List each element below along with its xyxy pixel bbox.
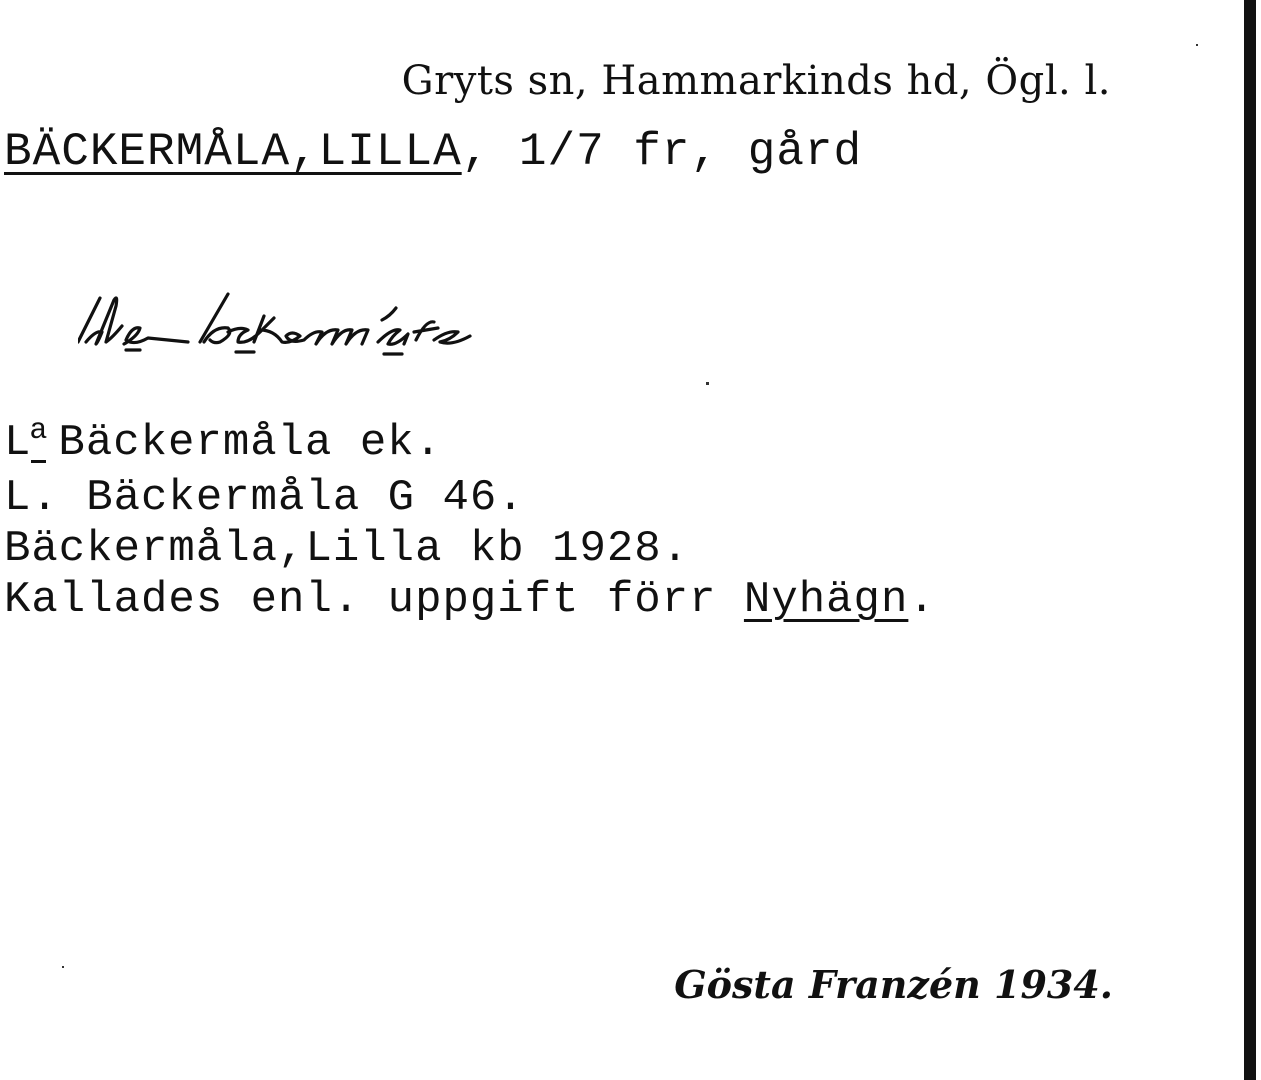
- entry-economic-map: [4, 414, 936, 473]
- scan-speck: [706, 382, 709, 385]
- place-classification: , 1/7 fr, gård: [461, 126, 863, 178]
- entry-census: Bäckermåla,Lilla kb 1928.: [4, 524, 690, 574]
- card-edge-border: [1244, 0, 1256, 1080]
- entry-former-text: Kallades enl. uppgift förr: [4, 575, 744, 625]
- parish-district-header: Gryts sn, Hammarkinds hd, Ögl. l.: [401, 58, 1111, 104]
- handwritten-pronunciation-drawing: [78, 270, 638, 380]
- entry-text: Bäckermåla ek.: [58, 418, 443, 468]
- place-name: BÄCKERMÅLA,LILLA: [4, 126, 462, 178]
- scan-speck: [1196, 44, 1198, 46]
- record-entries: [4, 414, 936, 626]
- entry-former-end: .: [908, 575, 936, 625]
- signature: Gösta Franzén 1934.: [674, 962, 1113, 1007]
- place-title-line: [4, 126, 862, 178]
- entry-former-name: [4, 575, 936, 626]
- handwritten-pronunciation: [78, 270, 638, 385]
- entry-superscript: a: [29, 406, 48, 457]
- scan-speck: [62, 966, 64, 968]
- entry-prefix: L: [4, 418, 32, 468]
- entry-general-map: L. Bäckermåla G 46.: [4, 473, 525, 523]
- entry-former-name-value: Nyhägn: [743, 575, 909, 625]
